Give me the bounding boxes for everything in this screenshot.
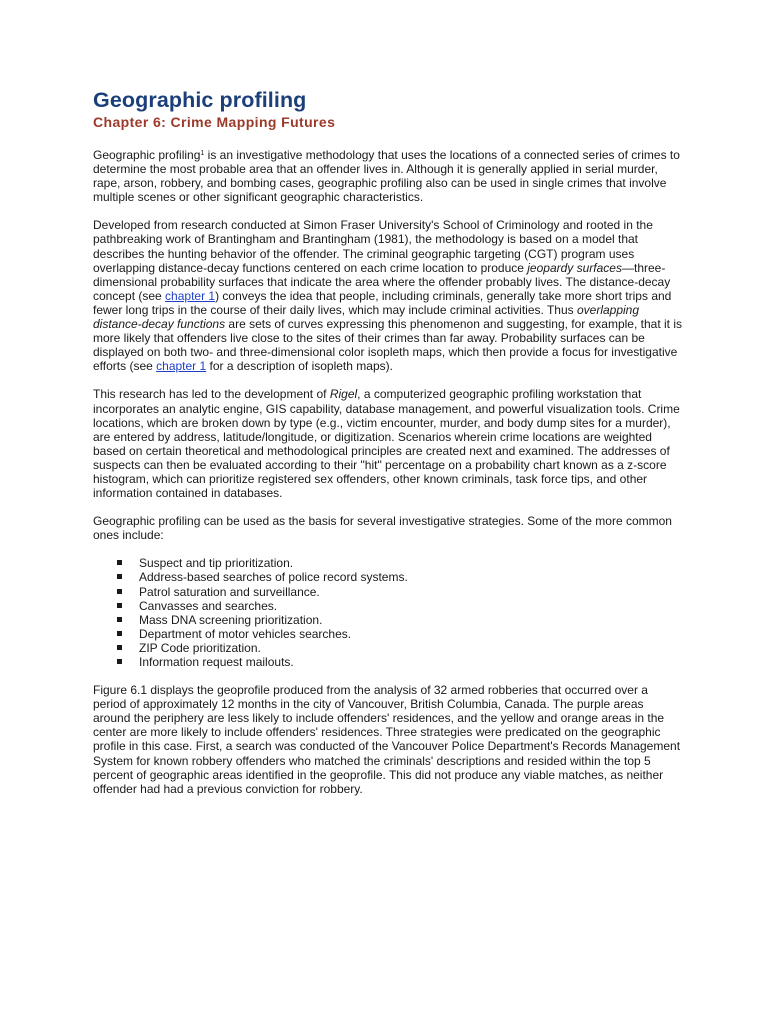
list-item: ZIP Code prioritization. xyxy=(117,641,683,655)
chapter-subtitle: Chapter 6: Crime Mapping Futures xyxy=(93,114,336,130)
emphasis-jeopardy-surfaces: jeopardy surfaces xyxy=(527,260,622,275)
bullet-icon xyxy=(117,574,122,579)
emphasis-distance-decay: overlapping distance-decay functions xyxy=(93,302,640,332)
list-item: Suspect and tip prioritization. xyxy=(117,556,683,570)
bullet-icon xyxy=(117,645,122,650)
intro-text: is an investigative methodology that uses the locations of a connected series of crimes to determine the most probable area that an offender lives in. Although it is generally applied in serial murder, rape, arson, robbery, and bombing cases, geographic profiling also can be used in single crimes that involve multiple scenes or other significant geographic characteristics. xyxy=(93,148,680,205)
list-item: Department of motor vehicles searches. xyxy=(117,627,683,641)
intro-lead: Geographic profiling xyxy=(93,148,201,162)
list-item: Information request mailouts. xyxy=(117,655,683,669)
chapter-1-link-2[interactable]: chapter 1 xyxy=(156,359,207,374)
text: —three-dimensional probability surfaces that indicate the area where the offender probably lives. The distance-decay concept (see xyxy=(93,260,671,303)
bullet-icon xyxy=(117,589,122,594)
bullet-icon xyxy=(117,631,122,636)
text: , a computerized geographic profiling workstation that incorporates an analytic engine, GIS capability, database management, and powerful visualization tools. Crime locations, which are broken down by type (e.g., victim encounter, murder, and body dump sites for a murder), are entered by address, latitude/longitude, or digitization. Scenarios wherein crime locations are weighted based on certain theoretical and methodological principles are created next and examined. The addresses of suspects can then be evaluated according to their "hit" percentage on a probability chart known as a z-score histogram, which can prioritize registered sex offenders, other known criminals, task force tips, and other information contained in databases. xyxy=(93,387,680,501)
bullet-icon xyxy=(117,617,122,622)
page-title: Geographic profiling xyxy=(93,88,307,112)
text: This research has led to the development of xyxy=(93,387,330,402)
paragraph-methodology xyxy=(93,218,683,373)
bullet-icon xyxy=(117,659,122,664)
bullet-icon xyxy=(117,560,122,565)
list-item: Patrol saturation and surveillance. xyxy=(117,585,683,599)
footnote-ref[interactable]: 1 xyxy=(200,150,205,157)
bullet-icon xyxy=(117,603,122,608)
document-page xyxy=(93,86,683,810)
emphasis-rigel: Rigel xyxy=(329,387,358,402)
paragraph-rigel xyxy=(93,387,683,500)
text: are sets of curves expressing this phenomenon and suggesting, for example, that it is more likely that offenders live close to the sites of their crimes than far away. Probability surfaces can be displayed on both two- and three-dimensional color isopleth maps, which then provide a focus for investigative efforts (see xyxy=(93,317,682,374)
text: ) conveys the idea that people, including criminals, generally take more short trips and fewer long trips in the course of their daily lives, which may include criminal activities. Thus xyxy=(93,288,672,317)
list-item: Mass DNA screening prioritization. xyxy=(117,613,683,627)
paragraph-intro xyxy=(93,148,683,204)
list-item: Address-based searches of police record systems. xyxy=(117,570,683,584)
list-item: Canvasses and searches. xyxy=(117,599,683,613)
text: for a description of isopleth maps). xyxy=(206,359,393,374)
chapter-1-link[interactable]: chapter 1 xyxy=(165,288,216,303)
paragraph-figure-description: Figure 6.1 displays the geoprofile produced from the analysis of 32 armed robberies that occurred over a period of approximately 12 months in the city of Vancouver, British Columbia, Canada. The purple areas around the periphery are less likely to include offenders' residences, and the yellow and orange areas in the center are more likely to include offenders' residences. Three strategies were predicated on the geographic profile in this case. First, a search was conducted of the Vancouver Police Department's Records Management System for known robbery offenders who matched the criminals' descriptions and resided within the top 5 percent of geographic areas identified in the geoprofile. This did not produce any viable matches, as neither offender had had a previous conviction for robbery. xyxy=(93,683,681,796)
strategies-list xyxy=(93,556,683,669)
text: Developed from research conducted at Simon Fraser University's School of Criminology and rooted in the pathbreaking work of Brantingham and Brantingham (1981), the methodology is based on a model that describes the hunting behavior of the offender. The criminal geographic targeting (CGT) program uses overlapping distance-decay functions centered on each crime location to produce xyxy=(93,218,653,275)
paragraph-strategies-intro: Geographic profiling can be used as the basis for several investigative strategies. Some of the more common ones include: xyxy=(93,514,672,543)
